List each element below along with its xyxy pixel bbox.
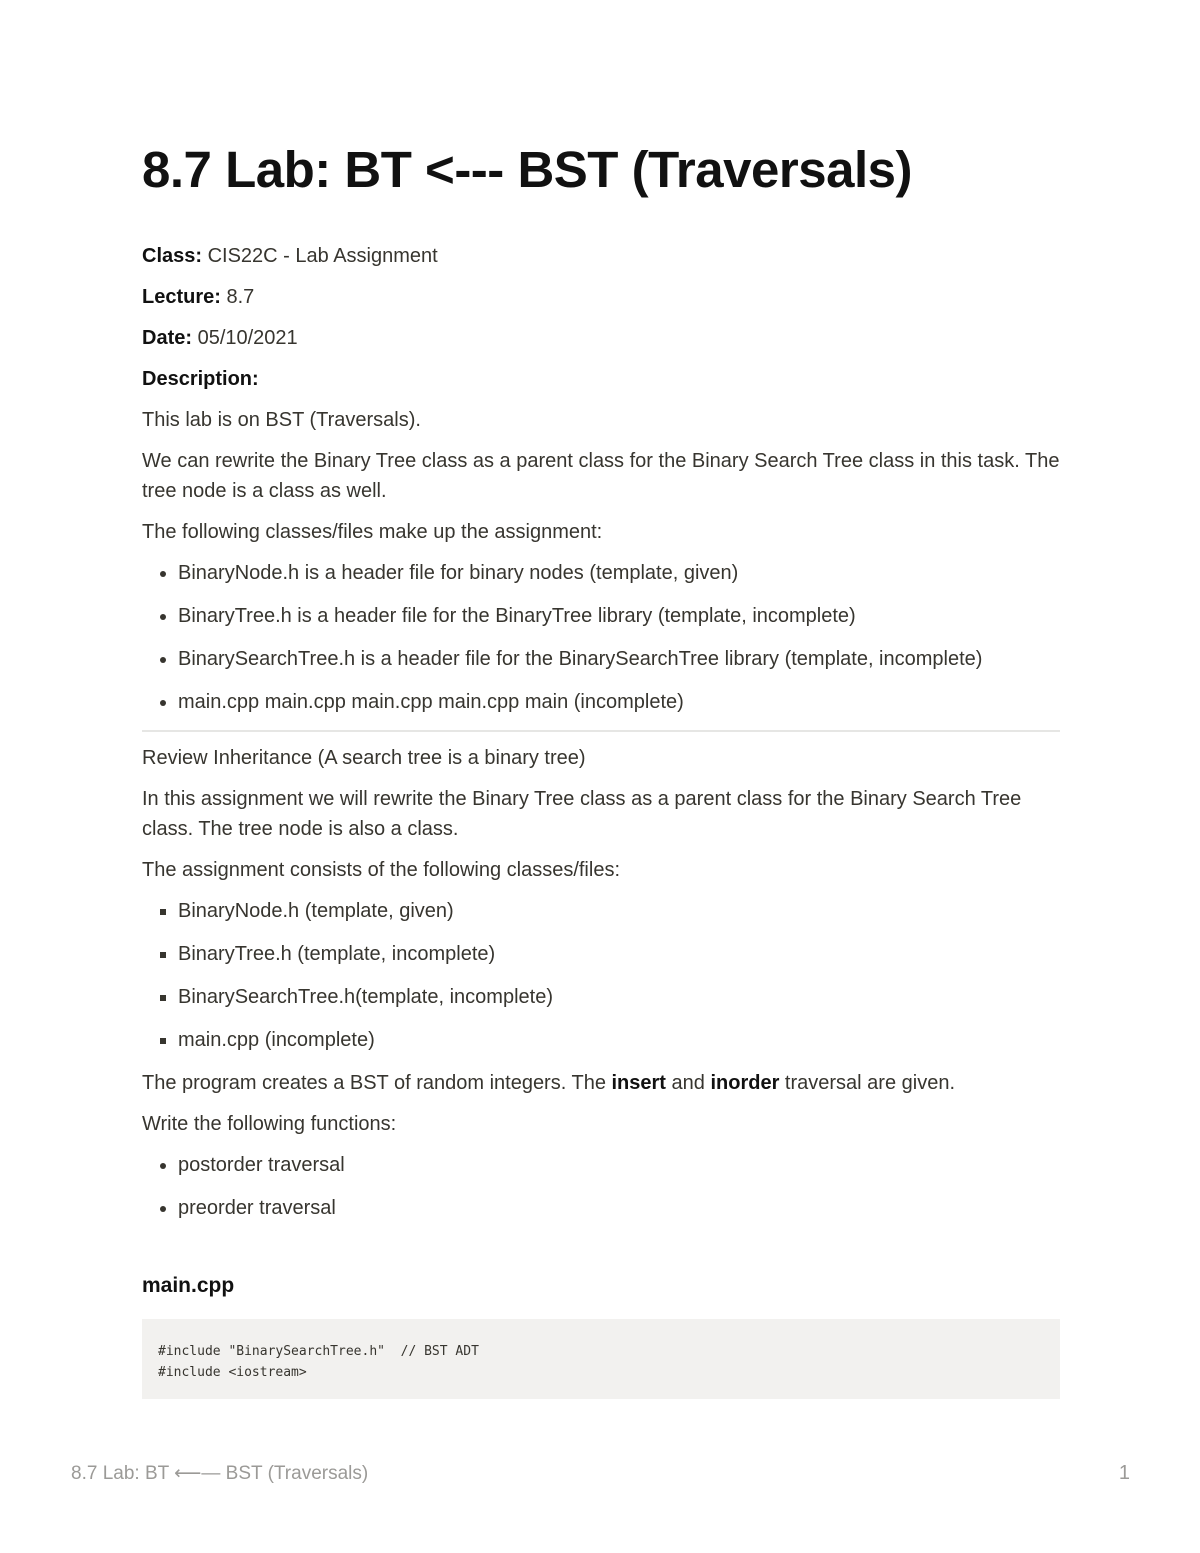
property-label: Lecture: <box>142 286 221 308</box>
program-keyword-insert: insert <box>611 1072 666 1094</box>
review-heading: Review Inheritance (A search tree is a binary tree) <box>142 747 586 769</box>
property-value: 8.7 <box>220 286 255 308</box>
page-title: 8.7 Lab: BT <--- BST (Traversals) <box>142 141 912 198</box>
divider <box>142 730 1060 732</box>
property-value: CIS22C - Lab Assignment <box>202 245 438 267</box>
property-label: Class: <box>142 245 203 267</box>
intro-paragraph: We can rewrite the Binary Tree class as a parent class for the Binary Search Tree class in this task. The tree node is a class as well. <box>142 450 1060 502</box>
program-keyword-inorder: inorder <box>710 1072 780 1094</box>
program-paragraph <box>142 1068 1060 1098</box>
program-text: and <box>665 1072 711 1094</box>
property-value: 05/10/2021 <box>192 327 298 349</box>
review-file-list <box>142 896 1060 1055</box>
list-item: • BinarySearchTree.h is a header file for the BinarySearchTree library (template, incomplete) <box>178 644 1060 674</box>
code-section-heading: main.cpp <box>142 1274 235 1297</box>
code-line: #include <iostream> <box>158 1365 307 1380</box>
intro-paragraph: This lab is on BST (Traversals). <box>142 409 421 431</box>
program-text: traversal are given. <box>779 1072 955 1094</box>
list-item: • BinaryNode.h is a header file for binary nodes (template, given) <box>178 558 1060 588</box>
footer-title: 8.7 Lab: BT ⟵— BST (Traversals) <box>71 1463 369 1484</box>
list-item: ▪ BinarySearchTree.h(template, incomplete) <box>178 982 1060 1012</box>
property-label: Description: <box>142 368 259 390</box>
list-item: • BinaryTree.h is a header file for the BinaryTree library (template, incomplete) <box>178 601 1060 631</box>
list-item: ▪ main.cpp (incomplete) <box>178 1025 1060 1055</box>
code-line: #include "BinarySearchTree.h" // BST ADT <box>158 1344 479 1359</box>
review-paragraph: In this assignment we will rewrite the Binary Tree class as a parent class for the Binary Search Tree class. The tree node is also a class. <box>142 788 1022 840</box>
intro-file-list <box>142 558 1060 717</box>
list-item: • main.cpp main.cpp main.cpp main.cpp main (incomplete) <box>178 687 1060 717</box>
write-paragraph: Write the following functions: <box>142 1113 397 1135</box>
property-date <box>142 323 1060 353</box>
property-class <box>142 241 1060 271</box>
intro-paragraph: The following classes/files make up the assignment: <box>142 521 603 543</box>
property-label: Date: <box>142 327 193 349</box>
program-text: The program creates a BST of random integers. The <box>142 1072 612 1094</box>
review-paragraph: The assignment consists of the following classes/files: <box>142 859 620 881</box>
list-item: • postorder traversal <box>178 1150 1060 1180</box>
code-block <box>142 1319 1060 1399</box>
document-body <box>142 241 1060 1399</box>
list-item: • preorder traversal <box>178 1193 1060 1223</box>
property-description <box>142 364 1060 394</box>
page-number: 1 <box>1118 1462 1130 1484</box>
list-item: ▪ BinaryTree.h (template, incomplete) <box>178 939 1060 969</box>
list-item: ▪ BinaryNode.h (template, given) <box>178 896 1060 926</box>
property-lecture <box>142 282 1060 312</box>
functions-list <box>142 1150 1060 1223</box>
